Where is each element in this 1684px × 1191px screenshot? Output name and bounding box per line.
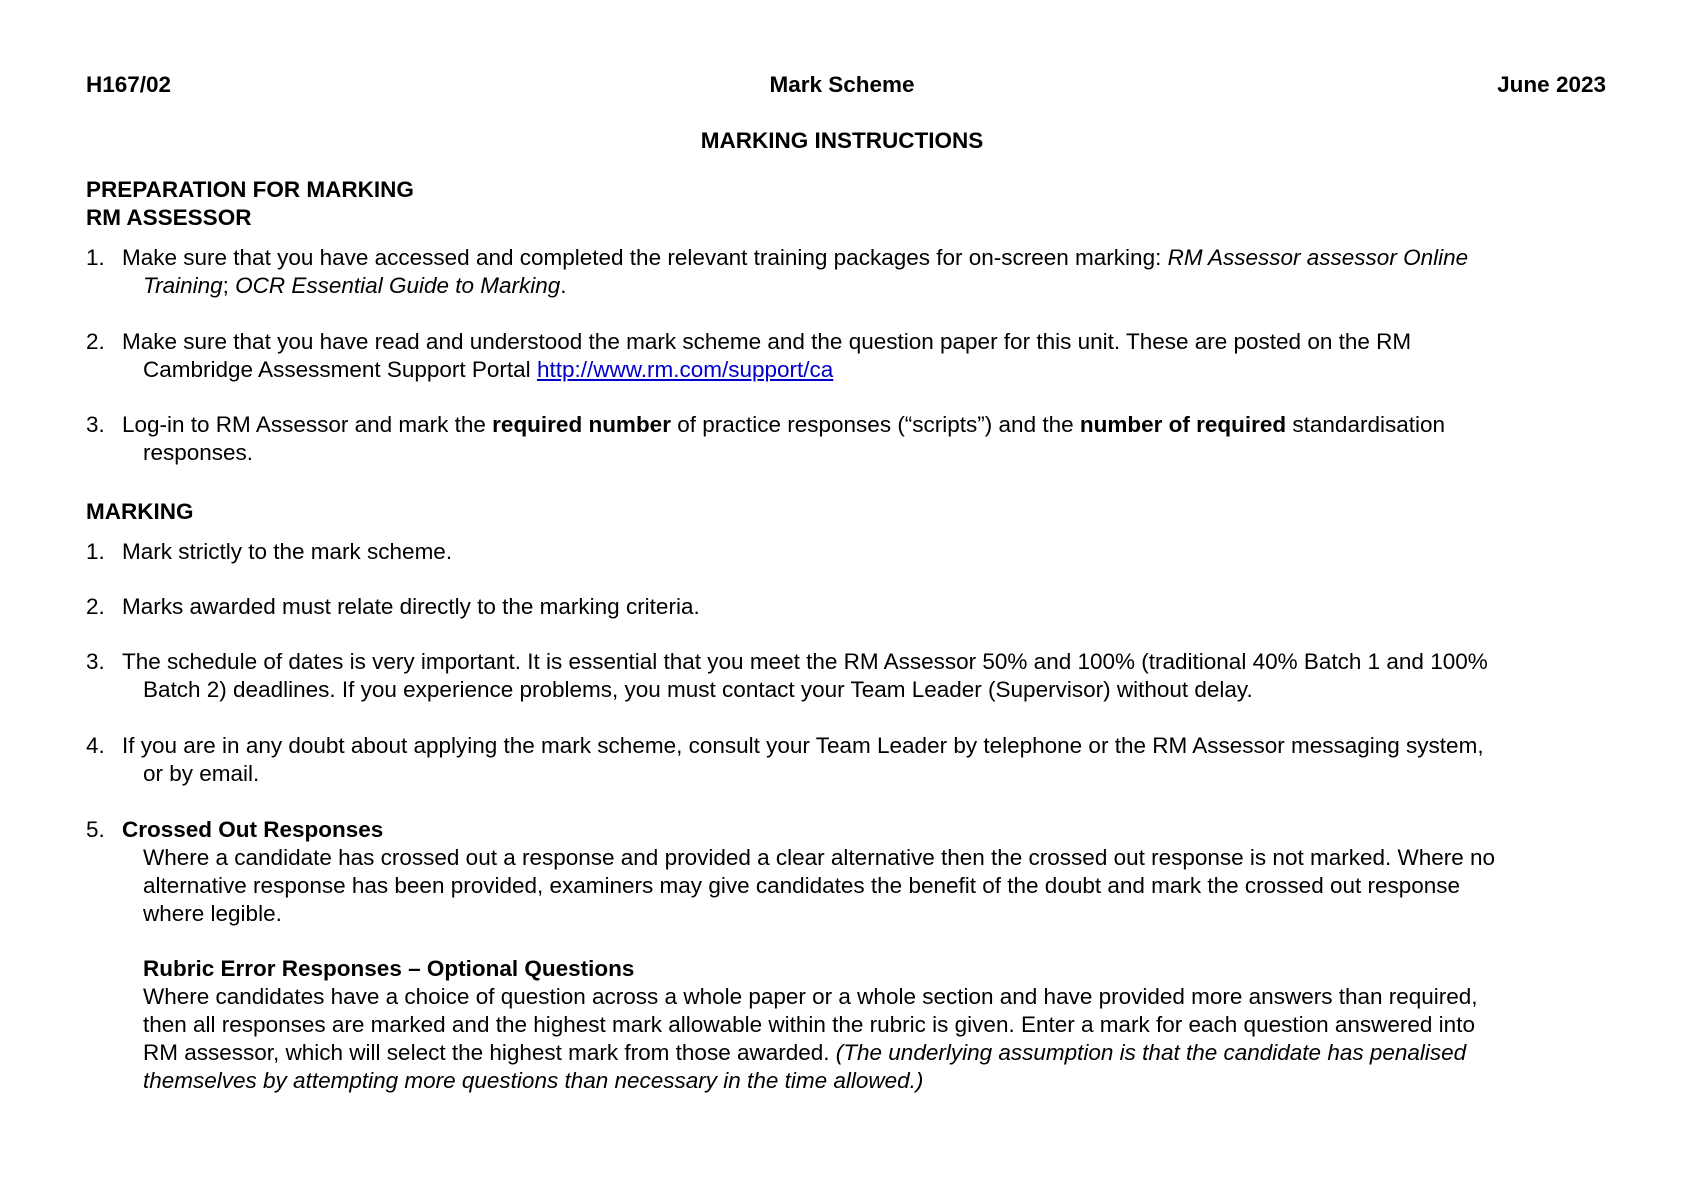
list-number: 3. — [86, 649, 105, 674]
section-heading-preparation: PREPARATION FOR MARKING — [86, 177, 414, 202]
list-number: 2. — [86, 594, 105, 619]
page-title: MARKING INSTRUCTIONS — [700, 128, 984, 153]
marking-item-3: 3. The schedule of dates is very important. It is essential that you meet the RM Assessor 50% and 100% (traditional 40% Batch 1 and 100% Batch 2) deadlines. If you experience problems, you must contact your Team Leader (Supervisor) without delay. — [86, 649, 1488, 702]
rubric-heading: Rubric Error Responses – Optional Questions — [143, 956, 635, 981]
marking-item-1: 1. Mark strictly to the mark scheme. — [86, 539, 453, 564]
prep-item-2 — [86, 328, 1604, 384]
marking-item-4: 4. If you are in any doubt about applying the mark scheme, consult your Team Leader by telephone or the RM Assessor messaging system, or by email. — [86, 733, 1484, 786]
prep-item-3 — [86, 411, 1604, 467]
header-title: Mark Scheme — [769, 72, 915, 97]
list-number: 1. — [86, 539, 105, 564]
crossed-out-heading: Crossed Out Responses — [122, 817, 384, 842]
marking-item-5: 5. Crossed Out Responses Where a candidate has crossed out a response and provided a clear alternative then the crossed out response is not marked. Where no alternative response has been provided, examiners may give candidates the benefit of the doubt and mark the crossed out response where legible. — [86, 816, 1604, 928]
section-heading-marking: MARKING — [86, 499, 194, 524]
header-date: June 2023 — [1497, 72, 1606, 97]
prep-item-1 — [86, 244, 1604, 300]
prep-item-1-line2: Training; OCR Essential Guide to Marking. — [143, 273, 567, 298]
prep-item-2-line2: Cambridge Assessment Support Portal http://www.rm.com/support/ca — [143, 357, 834, 382]
section-heading-rm-assessor: RM ASSESSOR — [86, 205, 252, 230]
marking-item-2: 2. Marks awarded must relate directly to the marking criteria. — [86, 594, 700, 619]
support-portal-link[interactable]: http://www.rm.com/support/ca — [536, 357, 834, 382]
list-number: 5. — [86, 817, 105, 842]
list-number: 2. — [86, 329, 105, 354]
list-number: 3. — [86, 412, 105, 437]
prep-item-3-line1: Log-in to RM Assessor and mark the required number of practice responses (“scripts”) and the number of required standardisation — [122, 412, 1446, 437]
list-number: 1. — [86, 245, 105, 270]
rubric-block: Rubric Error Responses – Optional Questions Where candidates have a choice of question across a whole paper or a whole section and have provided more answers than required, then all responses are marked and the highest mark allowable within the rubric is given. Enter a mark for each question answered into RM assessor, which will select the highest mark from those awarded. (The underlying assumption is that the candidate has penalised themselves by attempting more questions than necessary in the time allowed.) — [143, 955, 1605, 1095]
prep-item-2-line1: Make sure that you have read and understood the mark scheme and the question paper for this unit. These are posted on the RM — [122, 329, 1412, 354]
prep-item-3-line2: responses. — [143, 440, 254, 465]
header-code: H167/02 — [86, 72, 172, 97]
list-number: 4. — [86, 733, 105, 758]
prep-item-1-line1: Make sure that you have accessed and completed the relevant training packages for on-screen marking: RM Assessor assessor Online — [122, 245, 1469, 270]
